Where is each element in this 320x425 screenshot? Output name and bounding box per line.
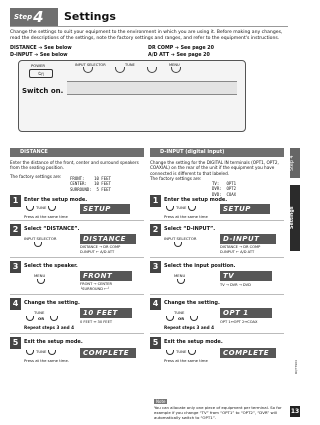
input-selector-button[interactable] — [83, 67, 93, 73]
tune-label: TUNE — [125, 63, 135, 67]
power-button[interactable]: ⏻/| — [29, 69, 53, 78]
side-settings-tab: Settings — [290, 185, 300, 251]
tune-label: TUNE — [176, 349, 187, 354]
press-note: Press at the same time — [164, 214, 208, 219]
step-title: Enter the setup mode. — [24, 197, 88, 203]
unit-front-panel — [18, 60, 246, 132]
cycle-sequence: FRONT → CENTER — [80, 282, 113, 286]
tune-label: TUNE — [176, 205, 187, 210]
side-step-tab: Step 4 — [290, 148, 300, 178]
display-readout: OPT 1 — [220, 308, 272, 318]
distance-heading: DISTANCE — [10, 148, 144, 157]
display-readout: SETUP — [80, 204, 130, 214]
step-title: Exit the setup mode. — [164, 339, 223, 345]
distance-factory-label: The factory settings are: — [10, 173, 62, 179]
distance-factory-row: FRONT: 10 FEET — [70, 176, 111, 181]
d-input-heading: D-INPUT (digital input) — [150, 148, 284, 157]
tune-up-button[interactable] — [48, 206, 56, 211]
tune-up-button[interactable] — [50, 316, 58, 321]
step-title: Exit the setup mode. — [24, 339, 83, 345]
step-number: 4 — [33, 8, 44, 26]
cycle-sequence: TV → DVR → DVD — [220, 283, 251, 287]
tune-down-button[interactable] — [115, 67, 125, 73]
distance-step-4 — [10, 298, 144, 334]
tune-up-button[interactable] — [147, 67, 157, 73]
step-number-badge: 3 — [150, 261, 161, 273]
tune-label: TUNE — [174, 310, 185, 315]
intro-links-left — [10, 46, 72, 59]
tune-down-button[interactable] — [26, 350, 34, 355]
tune-down-button[interactable] — [166, 206, 174, 211]
step-number-badge: 2 — [10, 224, 21, 236]
tune-down-button[interactable] — [26, 316, 34, 321]
cycle-sequence: D-INPUT ← A/D ATT — [80, 250, 115, 254]
cycle-sequence: DISTANCE → DR COMP — [220, 245, 261, 249]
menu-button[interactable] — [177, 279, 185, 284]
d-input-factory-row: TV: OPT1 — [212, 181, 237, 186]
step-title: Change the setting. — [164, 300, 220, 306]
d-input-step-5 — [150, 337, 284, 365]
distance-step-1 — [10, 195, 144, 221]
display-readout: FRONT — [80, 271, 132, 281]
tune-label: TUNE — [34, 310, 45, 315]
link-dr-comp: DR COMP ➔ See page 20 — [148, 46, 214, 51]
step-number-badge: 5 — [10, 337, 21, 349]
tune-down-button[interactable] — [166, 316, 174, 321]
step-number-badge: 5 — [150, 337, 161, 349]
step-number-badge: 2 — [150, 224, 161, 236]
input-selector-button[interactable] — [34, 242, 42, 247]
note-text: You can allocate only one piece of equipment per terminal. So for example if you change “TV” from “OPT1” to “OPT2”, “DVR” will automatically switch to “OPT1”. — [154, 405, 282, 420]
step-number-badge: 4 — [10, 298, 21, 310]
d-input-desc-text: Change the setting for the DIGITAL IN terminals (OPT1, OPT2, COAXIAL) on the rear of the unit if the equipment you have connected is different to that labeled. — [150, 160, 279, 176]
distance-description — [10, 160, 144, 192]
step-title: Select “DISTANCE”. — [24, 226, 80, 232]
value-range: OPT 1↔OPT 2↔COAX — [220, 320, 258, 324]
press-note: Press at the same time. — [24, 358, 69, 363]
d-input-factory-row: DVD: COAX — [212, 191, 237, 197]
cycle-sequence: └SURROUND ←┘ — [80, 287, 110, 291]
menu-button[interactable] — [37, 279, 45, 284]
note-tag: Note — [156, 399, 166, 404]
d-input-step-4 — [150, 298, 284, 334]
link-distance: DISTANCE ➔ See below — [10, 46, 72, 51]
press-note: Press at the same time — [24, 214, 68, 219]
step-badge — [10, 8, 58, 26]
d-input-description — [150, 160, 284, 197]
d-input-step-3 — [150, 261, 284, 295]
display-readout: SETUP — [220, 204, 270, 214]
display-strip — [67, 81, 237, 95]
step-number-badge: 3 — [10, 261, 21, 273]
value-range: 0 FEET ↔ 30 FEET — [80, 320, 113, 324]
menu-button[interactable] — [171, 67, 181, 73]
link-d-input: D-INPUT ➔ See below — [10, 52, 68, 58]
menu-label: MENU — [174, 273, 186, 278]
step-number-badge: 4 — [150, 298, 161, 310]
display-readout: 10 FEET — [80, 308, 132, 318]
page-title: Settings — [64, 10, 116, 23]
display-readout: D-INPUT — [220, 234, 276, 244]
press-note: Press at the same time — [164, 358, 208, 363]
step-number-badge: 1 — [10, 195, 21, 207]
header-divider — [10, 26, 288, 27]
distance-factory-row: CENTER: 10 FEET — [70, 181, 111, 187]
distance-step-5 — [10, 337, 144, 365]
d-input-factory-row: DVR: OPT2 — [212, 186, 237, 192]
tune-label: TUNE — [36, 205, 47, 210]
menu-label: MENU — [169, 63, 180, 67]
tune-up-button[interactable] — [188, 350, 196, 355]
step-title: Select the speaker. — [24, 263, 78, 269]
step-word: Step — [14, 13, 33, 21]
display-readout: DISTANCE — [80, 234, 136, 244]
display-readout: TV — [220, 271, 272, 281]
input-selector-label: INPUT SELECTOR — [164, 236, 197, 241]
repeat-note: Repeat steps 3 and 4 — [24, 325, 75, 330]
or-label: OR — [38, 316, 45, 321]
d-input-step-1 — [150, 195, 284, 221]
d-input-step-2 — [150, 224, 284, 258]
tune-down-button[interactable] — [166, 350, 174, 355]
display-readout: COMPLETE — [80, 348, 136, 358]
repeat-note: Repeat steps 3 and 4 — [164, 325, 215, 330]
input-selector-button[interactable] — [174, 242, 182, 247]
or-label: OR — [178, 316, 185, 321]
page-number: 13 — [290, 408, 300, 415]
distance-step-2 — [10, 224, 144, 258]
cycle-sequence: DISTANCE → DR COMP — [80, 245, 121, 249]
tune-up-button[interactable] — [188, 206, 196, 211]
step-title: Select the input position. — [164, 263, 236, 269]
tune-up-button[interactable] — [190, 316, 198, 321]
input-selector-label: INPUT SELECTOR — [24, 236, 57, 241]
step-title: Change the setting. — [24, 300, 80, 306]
menu-label: MENU — [34, 273, 46, 278]
distance-desc-text: Enter the distance of the front, center and surround speakers from the seating position. — [10, 160, 139, 171]
intro-text: Change the settings to suit your equipment to the environment in which you are using it. Before making any changes, read the descriptions of the settings, note the factory settings and ranges, and refer to the equipment's instructions. — [10, 30, 283, 41]
page-code: RQT7904 — [294, 360, 298, 374]
display-readout: COMPLETE — [220, 348, 276, 358]
intro-links-right — [148, 46, 214, 59]
d-input-factory-label: The factory settings are: — [150, 176, 202, 182]
step-title: Enter the setup mode. — [164, 197, 228, 203]
tune-up-button[interactable] — [48, 350, 56, 355]
tune-down-button[interactable] — [26, 206, 34, 211]
cycle-sequence: D-INPUT ← A/D ATT — [220, 250, 255, 254]
switch-on-label: Switch on. — [22, 87, 64, 95]
power-label: POWER — [31, 63, 46, 68]
step-title: Select “D-INPUT”. — [164, 226, 216, 232]
step-number-badge: 1 — [150, 195, 161, 207]
distance-factory-row: SURROUND: 5 FEET — [70, 186, 111, 192]
link-ad-att: A/D ATT ➔ See page 20 — [148, 52, 210, 58]
input-selector-label: INPUT SELECTOR — [75, 63, 106, 67]
tune-label: TUNE — [36, 349, 47, 354]
distance-step-3 — [10, 261, 144, 295]
